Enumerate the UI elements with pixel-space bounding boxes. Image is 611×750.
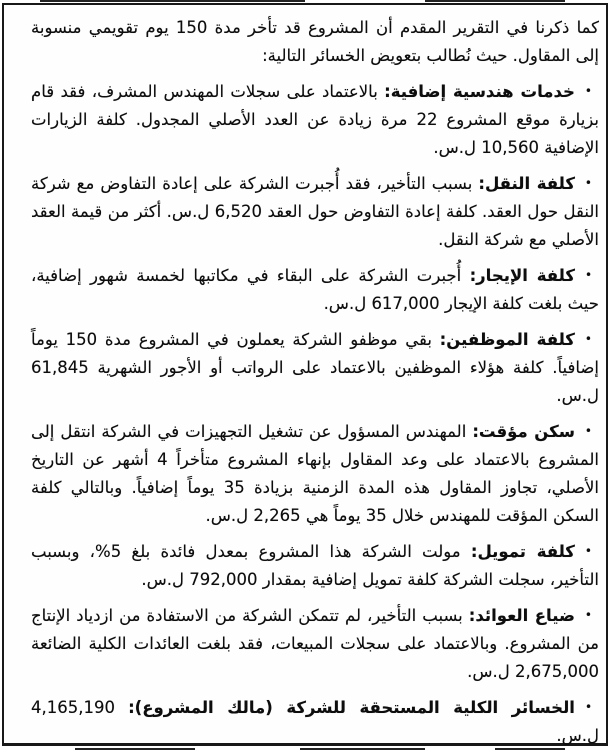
item-title: خدمات هندسية إضافية: (384, 82, 575, 101)
item-title: ضياع العوائد: (468, 606, 575, 625)
item-title: سكن مؤقت: (472, 422, 575, 441)
scan-artifact-top-right (425, 0, 565, 2)
item-body: المهندس المسؤول عن تشغيل التجهيزات في الشركة انتقل إلى المشروع بالاعتماد على وعد المقاول بإنهاء المشروع متأخراً 4 أشهر عن التاريخ الأصلي، تجاوز المقاول هذه المدة الزمنية بزيادة 35 يوماً إضافياً. وبالتالي كلفة السكن المؤقت للمهندس خلال 35 يوماً هي 2,265 ل.س. (31, 422, 600, 525)
bullet-icon: • (584, 608, 592, 622)
scan-artifact-top-left (40, 0, 305, 2)
item-body: بسبب التأخير، فقد أُجبرت الشركة على إعادة التفاوض مع شركة النقل حول العقد. كلفة إعادة التفاوض حول العقد 6,520 ل.س. أكثر من قيمة العقد الأصلي مع شركة النقل. (31, 174, 599, 249)
bullet-icon: • (584, 700, 593, 714)
list-item (31, 693, 599, 750)
claims-list (31, 77, 599, 750)
item-body: مولت الشركة هذا المشروع بمعدل فائدة بلغ 5%، وبسبب التأخير، سجلت الشركة كلفة تمويل إضافية بمقدار 792,000 ل.س. (31, 542, 599, 589)
list-item (31, 261, 599, 318)
item-title: كلفة النقل: (478, 174, 575, 193)
item-body: بسبب التأخير، لم تتمكن الشركة من الاستفادة من ازدياد الإنتاج من المشروع. وبالاعتماد على سجلات المبيعات، فقد بلغت العائدات الكلية الضائعة 2,675,000 ل.س. (31, 606, 599, 681)
bullet-icon: • (584, 544, 592, 558)
bullet-icon: • (584, 84, 592, 98)
bullet-icon: • (584, 332, 592, 346)
item-title: كلفة تمويل: (470, 542, 575, 561)
list-item (31, 169, 599, 254)
item-title: كلفة الموظفين: (439, 330, 575, 349)
bullet-icon: • (584, 176, 592, 190)
item-body: أُجبرت الشركة على البقاء في مكاتبها لخمسة شهور إضافية، حيث بلغت كلفة الإيجار 617,000 ل.س. (31, 266, 599, 313)
item-title: كلفة الإيجار: (469, 266, 575, 285)
bullet-icon: • (584, 268, 593, 282)
intro-paragraph: كما ذكرنا في التقرير المقدم أن المشروع قد تأخر مدة 150 يوم تقويمي منسوبة إلى المقاول. حيث نُطالب بتعويض الخسائر التالية: (31, 18, 599, 65)
document-page (2, 3, 608, 746)
list-item (31, 325, 599, 410)
bullet-icon: • (584, 424, 592, 438)
list-item (31, 417, 599, 530)
list-item (31, 77, 599, 162)
list-item (31, 601, 599, 686)
item-body: بالاعتماد على سجلات المهندس المشرف، فقد قام بزيارة موقع المشروع 22 مرة زيادة عن العدد الأصلي المجدول. كلفة الزيارات الإضافية 10,560 ل.س. (31, 82, 600, 157)
item-body: بقي موظفو الشركة يعملون في المشروع مدة 150 يوماً إضافياً. كلفة هؤلاء الموظفين بالاعتماد على الرواتب أو الأجور الشهرية 61,845 ل.س. (31, 330, 599, 405)
list-item (31, 537, 599, 594)
item-body: 4,165,190 ل.س. (31, 698, 599, 745)
item-title: الخسائر الكلية المستحقة للشركة (مالك المشروع): (128, 698, 575, 717)
